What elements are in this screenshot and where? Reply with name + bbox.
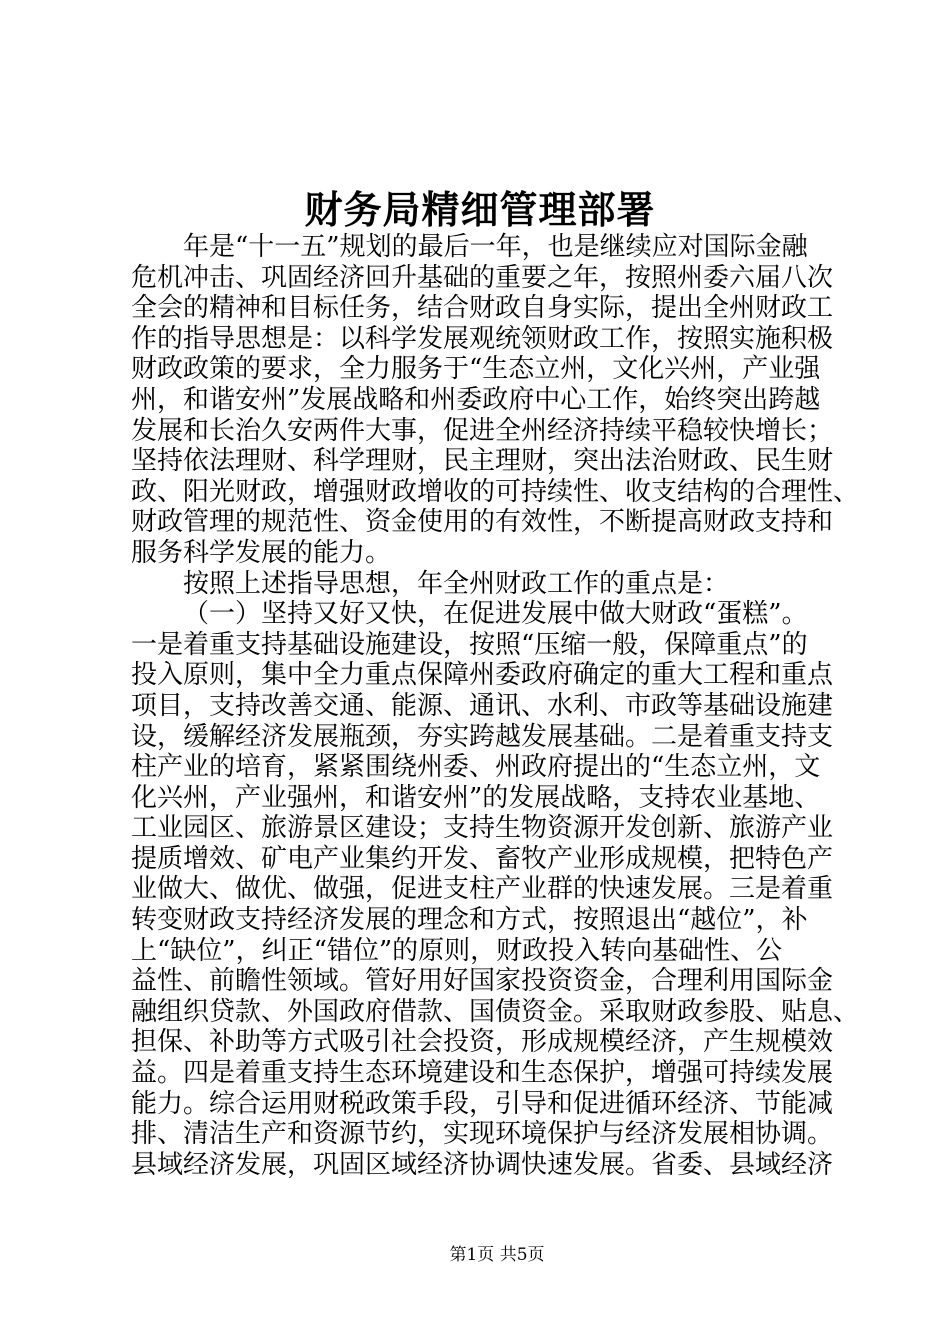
paragraph-line: 政、阳光财政，增强财政增收的可持续性、收支结构的合理性、: [131, 476, 860, 507]
paragraph-section-one: [131, 599, 861, 1180]
paragraph-line: 财政政策的要求，全力服务于“生态立州，文化兴州，产业强: [131, 354, 821, 385]
paragraph-line: 融组织贷款、外国政府借款、国债资金。采取财政参股、贴息、: [131, 996, 860, 1027]
section-heading-line: （一）坚持又好又快，在促进发展中做大财政“蛋糕”。: [183, 599, 808, 630]
paragraph-line: 转变财政支持经济发展的理念和方式，按照退出“越位”，补: [131, 905, 808, 936]
paragraph-line: 服务科学发展的能力。: [131, 537, 392, 568]
paragraph-line: 州，和谐安州”发展战略和州委政府中心工作，始终突出跨越: [131, 384, 821, 415]
paragraph-line: 化兴州，产业强州，和谐安州”的发展战略，支持农业基地、: [131, 782, 821, 813]
document-title: 财务局精细管理部署: [304, 187, 656, 232]
paragraph-line: 排、清洁生产和资源节约，实现环境保护与经济发展相协调。: [131, 1119, 834, 1150]
paragraph-line: 坚持依法理财、科学理财，民主理财，突出法治财政、民生财: [131, 446, 834, 477]
paragraph-line: 上“缺位”，纠正“错位”的原则，财政投入转向基础性、公: [131, 935, 783, 966]
paragraph-line: 全会的精神和目标任务，结合财政自身实际，提出全州财政工: [131, 293, 834, 324]
paragraph-line: 提质增效、矿电产业集约开发、畜牧产业形成规模，把特色产: [131, 843, 834, 874]
page-number-footer: 第1页 共5页: [449, 1245, 545, 1265]
paragraph-line: 能力。综合运用财税政策手段，引导和促进循环经济、节能减: [131, 1088, 834, 1119]
paragraph-line: 县域经济发展，巩固区域经济协调快速发展。省委、县域经济: [131, 1149, 834, 1180]
paragraph-line: 担保、补助等方式吸引社会投资，形成规模经济，产生规模效: [131, 1027, 834, 1058]
paragraph-line: 一是着重支持基础设施建设，按照“压缩一般，保障重点”的: [131, 629, 808, 660]
paragraph-key-points-intro: [131, 569, 861, 600]
paragraph-line: 危机冲击、巩固经济回升基础的重要之年，按照州委六届八次: [131, 262, 834, 293]
paragraph-line: 柱产业的培育，紧紧围绕州委、州政府提出的“生态立州，文: [131, 752, 821, 783]
paragraph-guiding-ideology: [131, 232, 861, 569]
paragraph-line: 设，缓解经济发展瓶颈，夯实跨越发展基础。二是着重支持支: [131, 721, 834, 752]
paragraph-line: 发展和长治久安两件大事，促进全州经济持续平稳较快增长；: [131, 415, 834, 446]
document-body: [131, 232, 861, 1180]
paragraph-line: 项目，支持改善交通、能源、通讯、水利、市政等基础设施建: [131, 690, 834, 721]
paragraph-line: 工业园区、旅游景区建设；支持生物资源开发创新、旅游产业: [131, 813, 834, 844]
paragraph-line: 业做大、做优、做强，促进支柱产业群的快速发展。三是着重: [131, 874, 834, 905]
paragraph-line: 作的指导思想是：以科学发展观统领财政工作，按照实施积极: [131, 323, 834, 354]
paragraph-line: 益。四是着重支持生态环境建设和生态保护，增强可持续发展: [131, 1058, 834, 1089]
paragraph-line: 按照上述指导思想，年全州财政工作的重点是：: [183, 568, 730, 599]
paragraph-line: 财政管理的规范性、资金使用的有效性，不断提高财政支持和: [131, 507, 834, 538]
paragraph-line: 投入原则，集中全力重点保障州委政府确定的重大工程和重点: [131, 660, 834, 691]
paragraph-line: 益性、前瞻性领域。管好用好国家投资资金，合理利用国际金: [131, 966, 834, 997]
paragraph-line: 年是“十一五”规划的最后一年，也是继续应对国际金融: [183, 232, 808, 262]
